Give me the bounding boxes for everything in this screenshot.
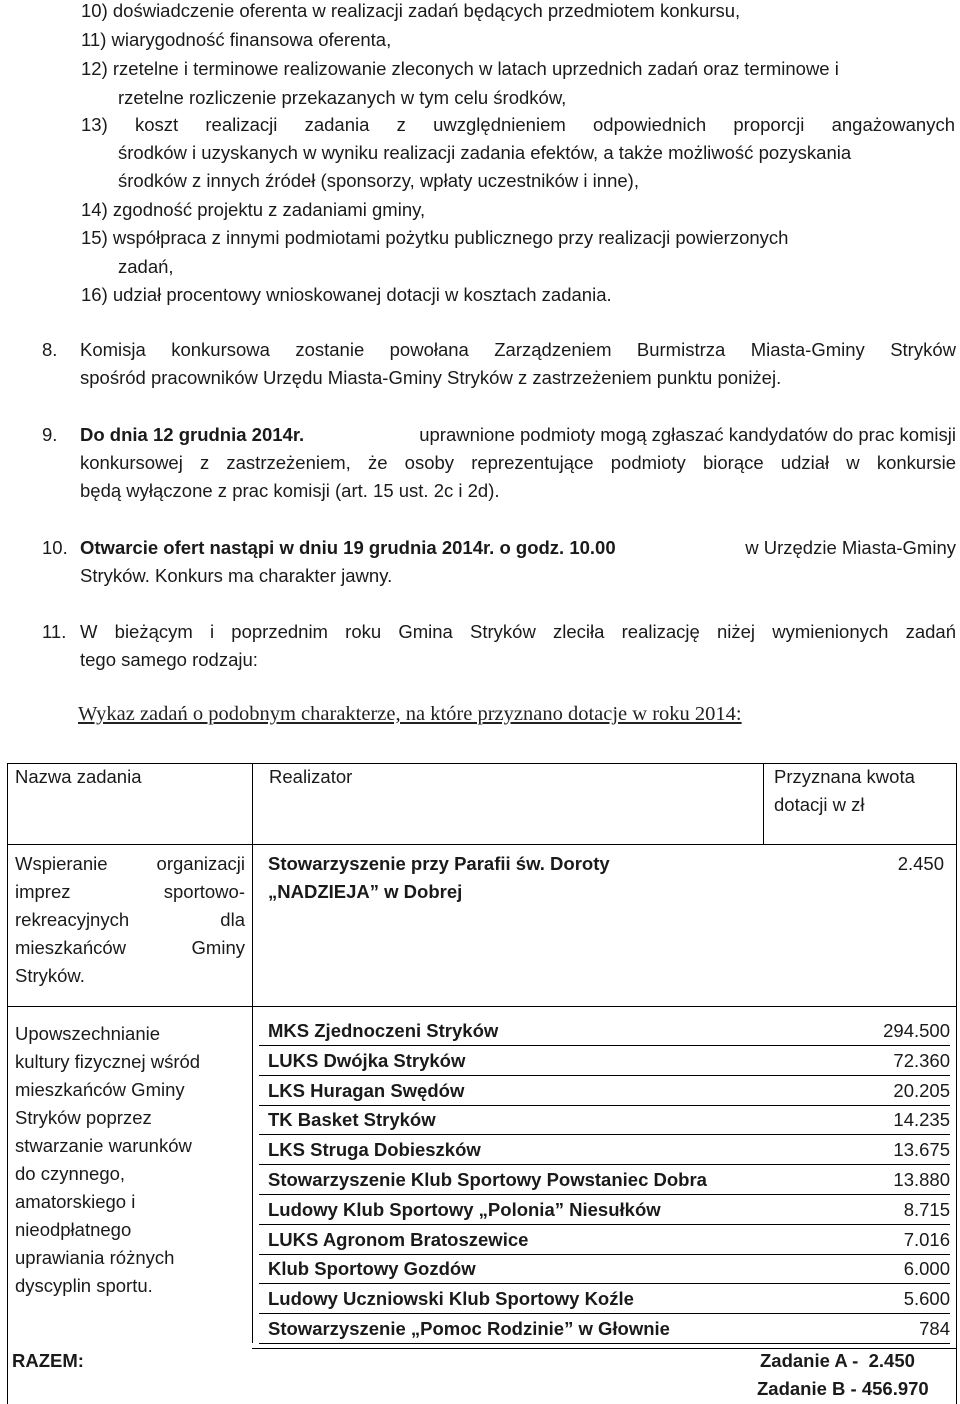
task-b-amount: 13.675 [893, 1139, 950, 1161]
section-10-line-1-rest: w Urzędzie Miasta-Gminy [745, 537, 956, 558]
task-b-name-line-8: nieodpłatnego [15, 1219, 132, 1240]
task-b-amount: 14.235 [893, 1109, 950, 1131]
section-10-number: 10. [42, 537, 68, 558]
criterion-15-line-1: 15) współpraca z innymi podmiotami pożytku publicznego przy realizacji powierzonych [81, 227, 789, 248]
section-10-line-2: Stryków. Konkurs ma charakter jawny. [80, 565, 393, 586]
table-col-divider-2 [763, 763, 764, 845]
task-b-row [259, 1017, 950, 1046]
task-b-row [259, 1166, 950, 1195]
task-b-amount: 20.205 [893, 1079, 950, 1101]
section-9-line-1-rest: uprawnione podmioty mogą zgłaszać kandydatów do prac komisji [419, 424, 956, 445]
table-header-bottom [7, 844, 957, 845]
task-b-name-line-9: uprawiania różnych [15, 1247, 175, 1268]
table-heading: Wykaz zadań o podobnym charakterze, na które przyznano dotacje w roku 2014: [78, 703, 742, 725]
header-task: Nazwa zadania [15, 766, 142, 787]
criterion-10: 10) doświadczenie oferenta w realizacji zadań będących przedmiotem konkursu, [81, 0, 741, 21]
total-task-b: Zadanie B - 456.970 [757, 1378, 929, 1399]
section-10-line-1 [80, 537, 956, 559]
criterion-11: 11) wiarygodność finansowa oferenta, [81, 29, 392, 50]
task-a-contractor-line-1: Stowarzyszenie przy Parafii św. Doroty [268, 853, 610, 874]
task-a-contractor-line-2: „NADZIEJA” w Dobrej [268, 881, 463, 902]
task-a-name-line-5: Stryków. [15, 965, 85, 986]
task-b-name-line-2: kultury fizycznej wśród [15, 1051, 201, 1072]
criterion-13-line-1: 13) koszt realizacji zadania z uwzględnieniem odpowiednich proporcji angażowanych [81, 114, 955, 135]
task-b-contractor: LUKS Dwójka Stryków [268, 1049, 466, 1071]
table-right-border [956, 763, 957, 1404]
section-9-line-3: będą wyłączone z prac komisji (art. 15 ust. 2c i 2d). [80, 480, 500, 501]
task-b-row [259, 1226, 950, 1255]
task-b-row [259, 1047, 950, 1076]
header-amount-line-1: Przyznana kwota [774, 766, 915, 787]
task-b-row [259, 1315, 950, 1344]
section-10-opening: Otwarcie ofert nastąpi w dniu 19 grudnia 2014r. o godz. 10.00 [80, 537, 616, 558]
task-b-name-line-3: mieszkańców Gminy [15, 1079, 185, 1100]
task-b-name-line-4: Stryków poprzez [15, 1107, 152, 1128]
section-9-number: 9. [42, 424, 58, 445]
task-b-name-line-6: do czynnego, [15, 1163, 126, 1184]
task-b-contractor: Stowarzyszenie Klub Sportowy Powstaniec Dobra [268, 1169, 707, 1190]
section-11-line-1: W bieżącym i poprzednim roku Gmina Stryków zleciła realizację niżej wymienionych zadań [80, 621, 956, 642]
criterion-15-line-2: zadań, [118, 256, 174, 277]
task-b-row [259, 1136, 950, 1165]
task-b-name-line-10: dyscyplin sportu. [15, 1275, 153, 1296]
task-b-amount: 784 [919, 1318, 950, 1339]
task-b-row [259, 1255, 950, 1284]
task-a-name-line-4: mieszkańców Gminy [15, 937, 245, 958]
task-b-contractor: Ludowy Klub Sportowy „Polonia” Niesułków [268, 1198, 661, 1220]
header-contractor: Realizator [269, 766, 353, 787]
task-b-amount: 7.016 [903, 1228, 950, 1250]
task-b-row [259, 1196, 950, 1225]
section-11-line-2: tego samego rodzaju: [80, 649, 258, 670]
task-b-amount: 6.000 [903, 1258, 950, 1280]
criterion-13-line-2: środków i uzyskanych w wyniku realizacji zadania efektów, a także możliwość pozyskania [118, 142, 852, 163]
criterion-12-line-1: 12) rzetelne i terminowe realizowanie zleconych w latach uprzednich zadań oraz terminowe i [81, 58, 839, 79]
task-b-contractor: Ludowy Uczniowski Klub Sportowy Koźle [268, 1288, 634, 1310]
task-b-amount: 294.500 [883, 1020, 950, 1041]
task-b-amount: 72.360 [893, 1049, 950, 1071]
task-b-name-line-7: amatorskiego i [15, 1191, 136, 1212]
section-8-number: 8. [42, 339, 58, 360]
task-b-name-line-1: Upowszechnianie [15, 1023, 161, 1044]
table-left-border [7, 763, 8, 1404]
task-a-name-line-1: Wspieranie organizacji [15, 853, 245, 874]
task-b-row [259, 1106, 950, 1135]
criterion-16: 16) udział procentowy wnioskowanej dotacji w kosztach zadania. [81, 284, 612, 305]
header-amount-line-2: dotacji w zł [774, 794, 865, 815]
section-11-number: 11. [42, 621, 67, 642]
total-label: RAZEM: [12, 1350, 84, 1371]
table-task-a-bottom [7, 1006, 957, 1007]
task-a-amount: 2.450 [897, 853, 944, 874]
task-b-amount: 13.880 [893, 1169, 950, 1190]
criterion-12-line-2: rzetelne rozliczenie przekazanych w tym celu środków, [118, 87, 567, 108]
task-b-row [259, 1285, 950, 1314]
section-9-deadline: Do dnia 12 grudnia 2014r. [80, 424, 305, 445]
total-task-a: Zadanie A - 2.450 [760, 1350, 915, 1371]
task-b-amount: 5.600 [903, 1288, 950, 1310]
task-b-contractor: Klub Sportowy Gozdów [268, 1258, 476, 1280]
section-9-line-2: konkursowej z zastrzeżeniem, że osoby reprezentujące podmioty biorące udział w konkursie [80, 452, 956, 473]
grants-table [7, 763, 957, 1404]
task-a-name-line-3: rekreacyjnych dla [15, 909, 245, 930]
task-b-contractor: LUKS Agronom Bratoszewice [268, 1228, 529, 1250]
section-8-line-1: Komisja konkursowa zostanie powołana Zarządzeniem Burmistrza Miasta-Gminy Stryków [80, 339, 956, 360]
task-b-row [259, 1077, 950, 1106]
task-b-amount: 8.715 [903, 1198, 950, 1220]
section-8-line-2: spośród pracowników Urzędu Miasta-Gminy Stryków z zastrzeżeniem punktu poniżej. [80, 367, 782, 388]
task-b-name-line-5: stwarzanie warunków [15, 1135, 192, 1156]
task-b-contractor: TK Basket Stryków [268, 1109, 436, 1131]
table-col-divider-1 [252, 763, 253, 1343]
task-b-contractor: LKS Struga Dobieszków [268, 1139, 481, 1161]
task-b-contractor: MKS Zjednoczeni Stryków [268, 1020, 499, 1041]
criterion-14: 14) zgodność projektu z zadaniami gminy, [81, 199, 426, 220]
section-9-line-1 [80, 424, 956, 446]
task-a-name-line-2: imprez sportowo- [15, 881, 245, 902]
task-b-contractor: Stowarzyszenie „Pomoc Rodzinie” w Głownie [268, 1318, 670, 1339]
criterion-13-line-3: środków z innych źródeł (sponsorzy, wpłaty uczestników i inne), [118, 170, 639, 191]
task-b-contractor: LKS Huragan Swędów [268, 1079, 465, 1101]
